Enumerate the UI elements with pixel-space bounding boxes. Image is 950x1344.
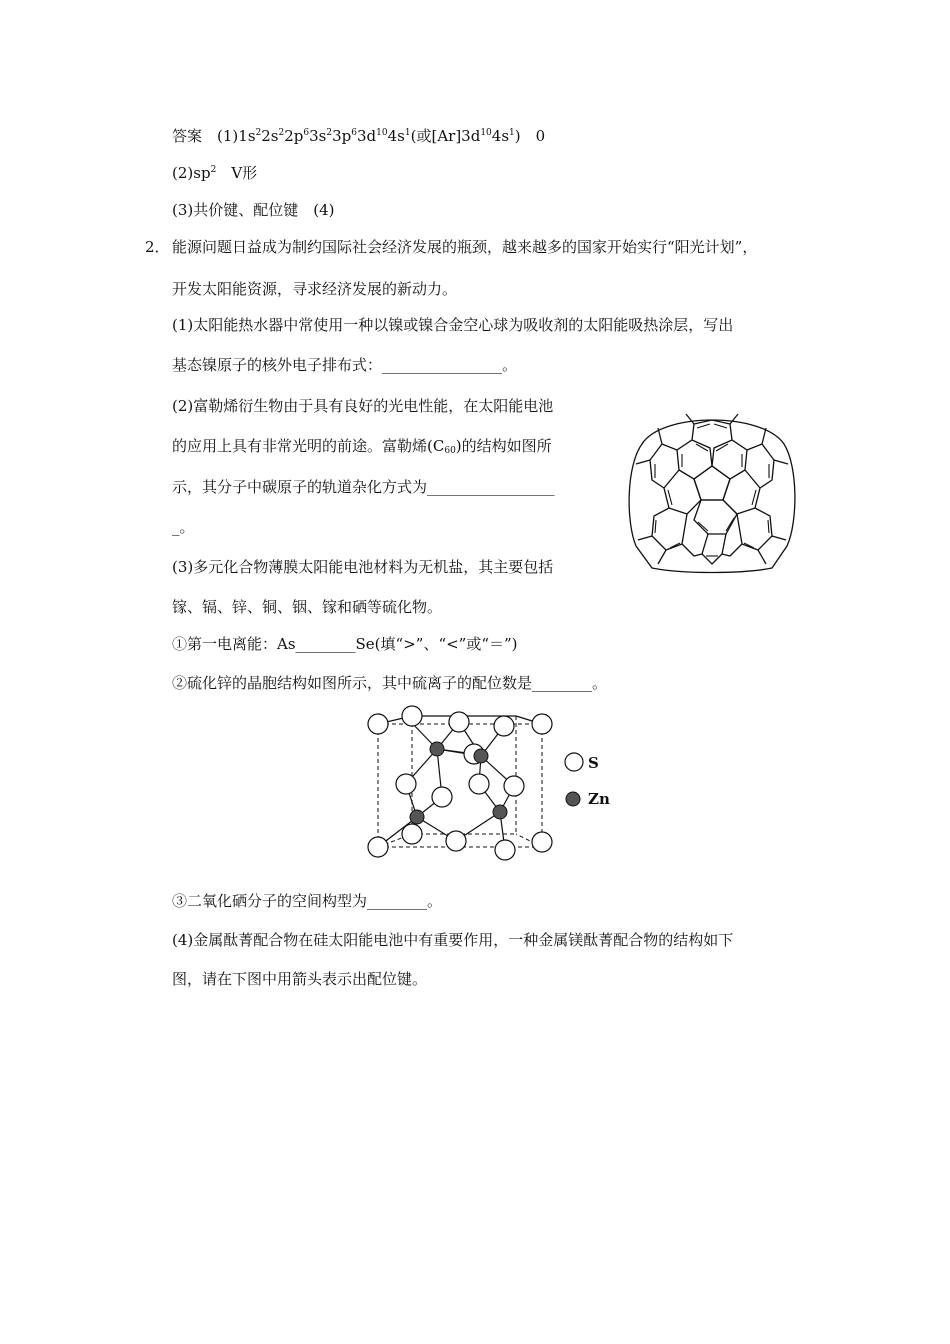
- question-number: 2．: [145, 238, 170, 256]
- q3-sub-1: ①第一电离能：As________Se(填“>”、“<”或“＝”): [172, 635, 518, 653]
- intro-line-1: 能源问题日益成为制约国际社会经济发展的瓶颈，越来越多的国家开始实行“阳光计划”，: [172, 238, 758, 256]
- legend-s-label: S: [588, 754, 599, 772]
- q4-line-1: (4)金属酞菁配合物在硅太阳能电池中有重要作用，一种金属镁酞菁配合物的结构如下: [172, 931, 734, 949]
- legend-zn-marker: [566, 792, 580, 806]
- q2-line-2: 的应用上具有非常光明的前途。富勒烯$(C_{60})$的结构如图所: [172, 437, 552, 456]
- q1-line-1: (1)太阳能热水器中常使用一种以镍或镍合金空心球为吸收剂的太阳能吸热涂层，写出: [172, 316, 734, 334]
- legend-zn-label: Zn: [588, 790, 610, 808]
- q4-line-2: 图，请在下图中用箭头表示出配位键。: [172, 970, 428, 988]
- answer-line-3: (3)共价键、配位键 (4): [172, 201, 335, 219]
- legend-s-marker: [565, 753, 583, 771]
- zns-cell-figure: [364, 704, 614, 864]
- answer-line-1: 答案 $(1)1s^22s^22p^63s^23p^63d^{10}4s^1$(或$[Ar]3d^{10}4s^1$) 0: [172, 127, 546, 145]
- intro-line-2: 开发太阳能资源，寻求经济发展的新动力。: [172, 280, 458, 298]
- q3-line-2: 镓、镉、锌、铜、铟、镓和硒等硫化物。: [172, 598, 443, 616]
- answer-label: 答案: [172, 127, 203, 145]
- q2-line-3: 示，其分子中碳原子的轨道杂化方式为_________________: [172, 478, 555, 496]
- q1-line-2: 基态镍原子的核外电子排布式：________________。: [172, 356, 518, 374]
- q2-line-1: (2)富勒烯衍生物由于具有良好的光电性能，在太阳能电池: [172, 397, 554, 415]
- answer-line-2: $(2)sp^2$ V形: [172, 164, 258, 182]
- q2-line-4: _。: [172, 518, 195, 536]
- q3-sub-3: ③二氧化硒分子的空间构型为________。: [172, 892, 443, 910]
- q3-line-1: (3)多元化合物薄膜太阳能电池材料为无机盐，其主要包括: [172, 558, 554, 576]
- q3-sub-2: ②硫化锌的晶胞结构如图所示，其中硫离子的配位数是________。: [172, 674, 608, 692]
- fullerene-figure: [622, 404, 802, 576]
